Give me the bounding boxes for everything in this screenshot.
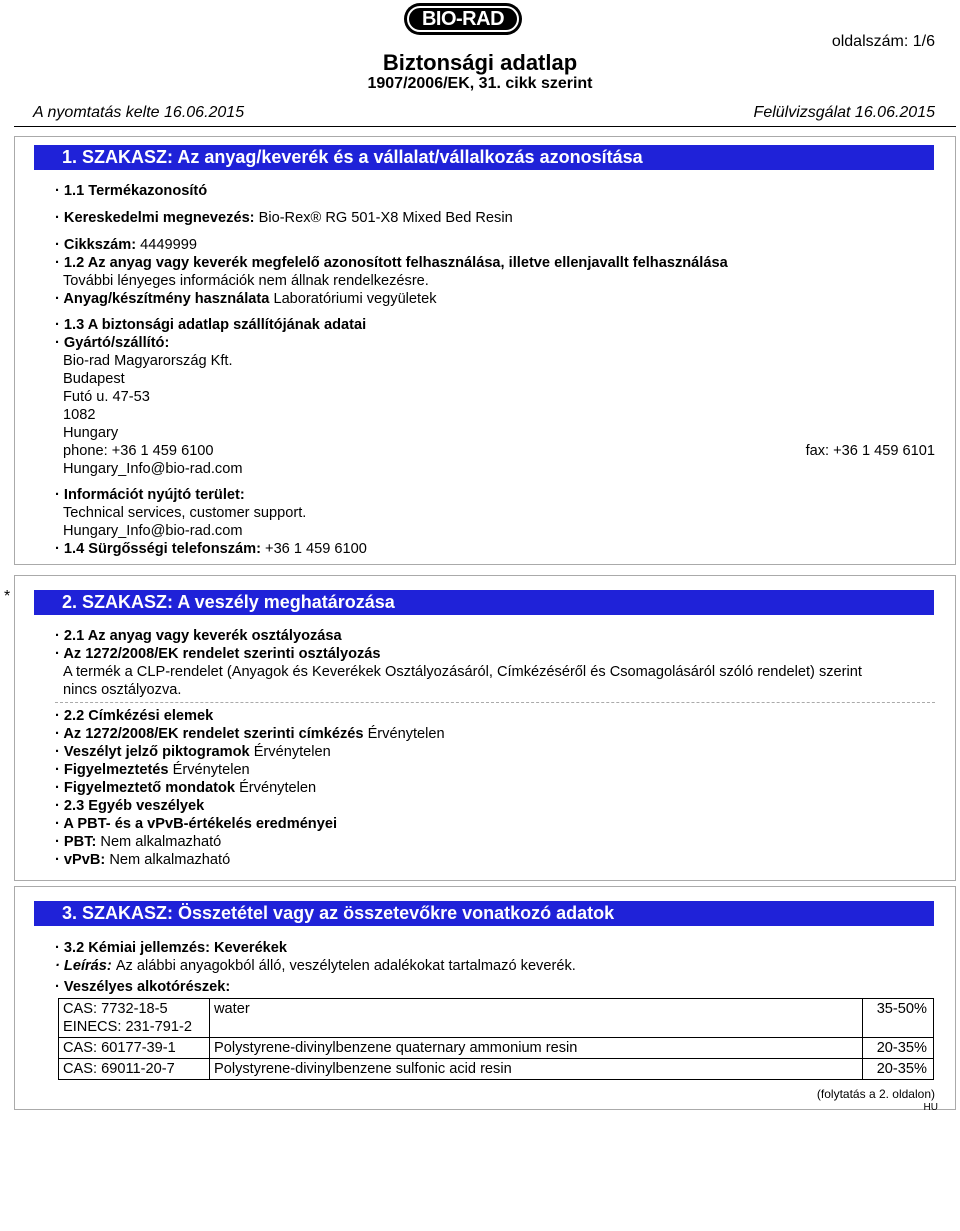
bio-rad-logo (404, 3, 522, 35)
section-1-heading: 1. SZAKASZ: Az anyag/keverék és a vállalat/vállalkozás azonosítása (34, 145, 934, 170)
s2-label-elements: · 2.2 Címkézési elemek (55, 708, 214, 724)
description-value: Az alábbi anyagokból álló, veszélytelen adalékokat tartalmazó keverék. (115, 958, 576, 974)
pbt-value: Nem alkalmazható (100, 834, 222, 850)
s1-use-of-substance (55, 290, 437, 308)
vpvb-label: · vPvB: (55, 852, 110, 868)
signal-word-label: · Figyelmeztetés (55, 762, 173, 778)
chem-char-value: Keverékek (214, 940, 288, 956)
use-label: · Anyag/készítmény használata (55, 291, 274, 307)
trade-name-label: · Kereskedelmi megnevezés: (55, 210, 259, 226)
change-marker: * (4, 588, 11, 605)
component-name: Polystyrene-divinylbenzene quaternary ammonium resin (210, 1038, 863, 1059)
component-id (59, 999, 210, 1038)
vpvb-value: Nem alkalmazható (109, 852, 231, 868)
component-name: Polystyrene-divinylbenzene sulfonic acid resin (210, 1059, 863, 1080)
supplier-name: Bio-rad Magyarország Kft. (63, 353, 233, 369)
pictograms-value: Érvénytelen (253, 744, 331, 760)
s1-manufacturer-label: · Gyártó/szállító: (55, 335, 170, 351)
hazardous-components-table (58, 998, 934, 1080)
s1-uses-heading: · 1.2 Az anyag vagy keverék megfelelő azonosított felhasználása, illetve ellenjavallt felhasználása (55, 255, 728, 271)
s3-chemical-characterization (55, 939, 287, 957)
print-date: A nyomtatás kelte 16.06.2015 (33, 104, 245, 121)
trade-name-value: Bio-Rex® RG 501-X8 Mixed Bed Resin (258, 210, 513, 226)
supplier-fax: fax: +36 1 459 6101 (805, 443, 935, 459)
component-percent: 35-50% (863, 999, 934, 1038)
s2-classification-text: A termék a CLP-rendelet (Anyagok és Keverékek Osztályozásáról, Címkézéséről és Csomagolásáról szóló rendelet) szerint (63, 664, 862, 680)
s2-regulation-classification: · Az 1272/2008/EK rendelet szerinti osztályozás (55, 646, 381, 662)
page-number: oldalszám: 1/6 (831, 33, 935, 50)
s3-description (55, 957, 576, 975)
einecs-number: EINECS: 231-791-2 (63, 1019, 192, 1035)
pbt-label: · PBT: (55, 834, 101, 850)
section-3-heading: 3. SZAKASZ: Összetétel vagy az összetevőkre vonatkozó adatok (34, 901, 934, 926)
document-subtitle: 1907/2006/EK, 31. cikk szerint (367, 75, 593, 92)
hazard-statements-value: Érvénytelen (239, 780, 317, 796)
s1-article-number (55, 236, 197, 254)
s2-labelling (55, 725, 445, 743)
supplier-phone: phone: +36 1 459 6100 (63, 443, 214, 459)
supplier-email[interactable]: Hungary_Info@bio-rad.com (63, 461, 243, 477)
component-id: CAS: 60177-39-1 (59, 1038, 210, 1059)
table-row (59, 999, 934, 1038)
supplier-city: Budapest (63, 371, 125, 387)
s2-hazard-statements (55, 779, 316, 797)
s2-divider (55, 702, 935, 703)
s1-emergency-phone (55, 540, 367, 558)
info-area-text: Technical services, customer support. (63, 505, 307, 521)
use-value: Laboratóriumi vegyületek (273, 291, 437, 307)
component-name: water (210, 999, 863, 1038)
labelling-label: · Az 1272/2008/EK rendelet szerinti címkézés (55, 726, 368, 742)
component-percent: 20-35% (863, 1059, 934, 1080)
s1-supplier-heading: · 1.3 A biztonsági adatlap szállítójának adatai (55, 317, 367, 333)
revision-date: Felülvizsgálat 16.06.2015 (753, 104, 935, 121)
language-code: HU (923, 1102, 938, 1113)
supplier-postcode: 1082 (63, 407, 96, 423)
s1-product-identifier: · 1.1 Termékazonosító (55, 183, 208, 199)
component-id: CAS: 69011-20-7 (59, 1059, 210, 1080)
signal-word-value: Érvénytelen (172, 762, 250, 778)
s2-vpvb (55, 851, 230, 869)
table-row (59, 1059, 934, 1080)
s2-classification-text-2: nincs osztályozva. (63, 682, 182, 698)
table-row (59, 1038, 934, 1059)
article-number-value: 4449999 (140, 237, 197, 253)
component-percent: 20-35% (863, 1038, 934, 1059)
description-label: · Leírás: (55, 958, 116, 974)
s2-pbt (55, 833, 221, 851)
hazard-statements-label: · Figyelmeztető mondatok (55, 780, 240, 796)
article-number-label: · Cikkszám: (55, 237, 141, 253)
s1-no-further-info: További lényeges információk nem állnak rendelkezésre. (63, 273, 429, 289)
s2-pbt-results: · A PBT- és a vPvB-értékelés eredményei (55, 816, 338, 832)
s2-pictograms (55, 743, 331, 761)
cas-number: CAS: 7732-18-5 (63, 1001, 168, 1017)
pictograms-label: · Veszélyt jelző piktogramok (55, 744, 254, 760)
s3-hazardous-components: · Veszélyes alkotórészek: (55, 979, 231, 995)
supplier-country: Hungary (63, 425, 119, 441)
supplier-street: Futó u. 47-53 (63, 389, 150, 405)
emergency-phone-label: · 1.4 Sürgősségi telefonszám: (55, 541, 266, 557)
header-divider (14, 126, 956, 127)
logo-text: BIO-RAD (407, 6, 519, 32)
s1-trade-name (55, 209, 513, 227)
labelling-value: Érvénytelen (367, 726, 445, 742)
document-title: Biztonsági adatlap (382, 50, 578, 75)
continued-note: (folytatás a 2. oldalon) (816, 1087, 935, 1101)
s2-other-hazards: · 2.3 Egyéb veszélyek (55, 798, 205, 814)
s2-classification-heading: · 2.1 Az anyag vagy keverék osztályozása (55, 628, 342, 644)
s1-info-area-label: · Információt nyújtó terület: (55, 487, 245, 503)
emergency-phone-value: +36 1 459 6100 (265, 541, 367, 557)
s2-signal-word (55, 761, 250, 779)
info-area-email[interactable]: Hungary_Info@bio-rad.com (63, 523, 243, 539)
chem-char-label: · 3.2 Kémiai jellemzés: (55, 940, 214, 956)
section-2-heading: 2. SZAKASZ: A veszély meghatározása (34, 590, 934, 615)
